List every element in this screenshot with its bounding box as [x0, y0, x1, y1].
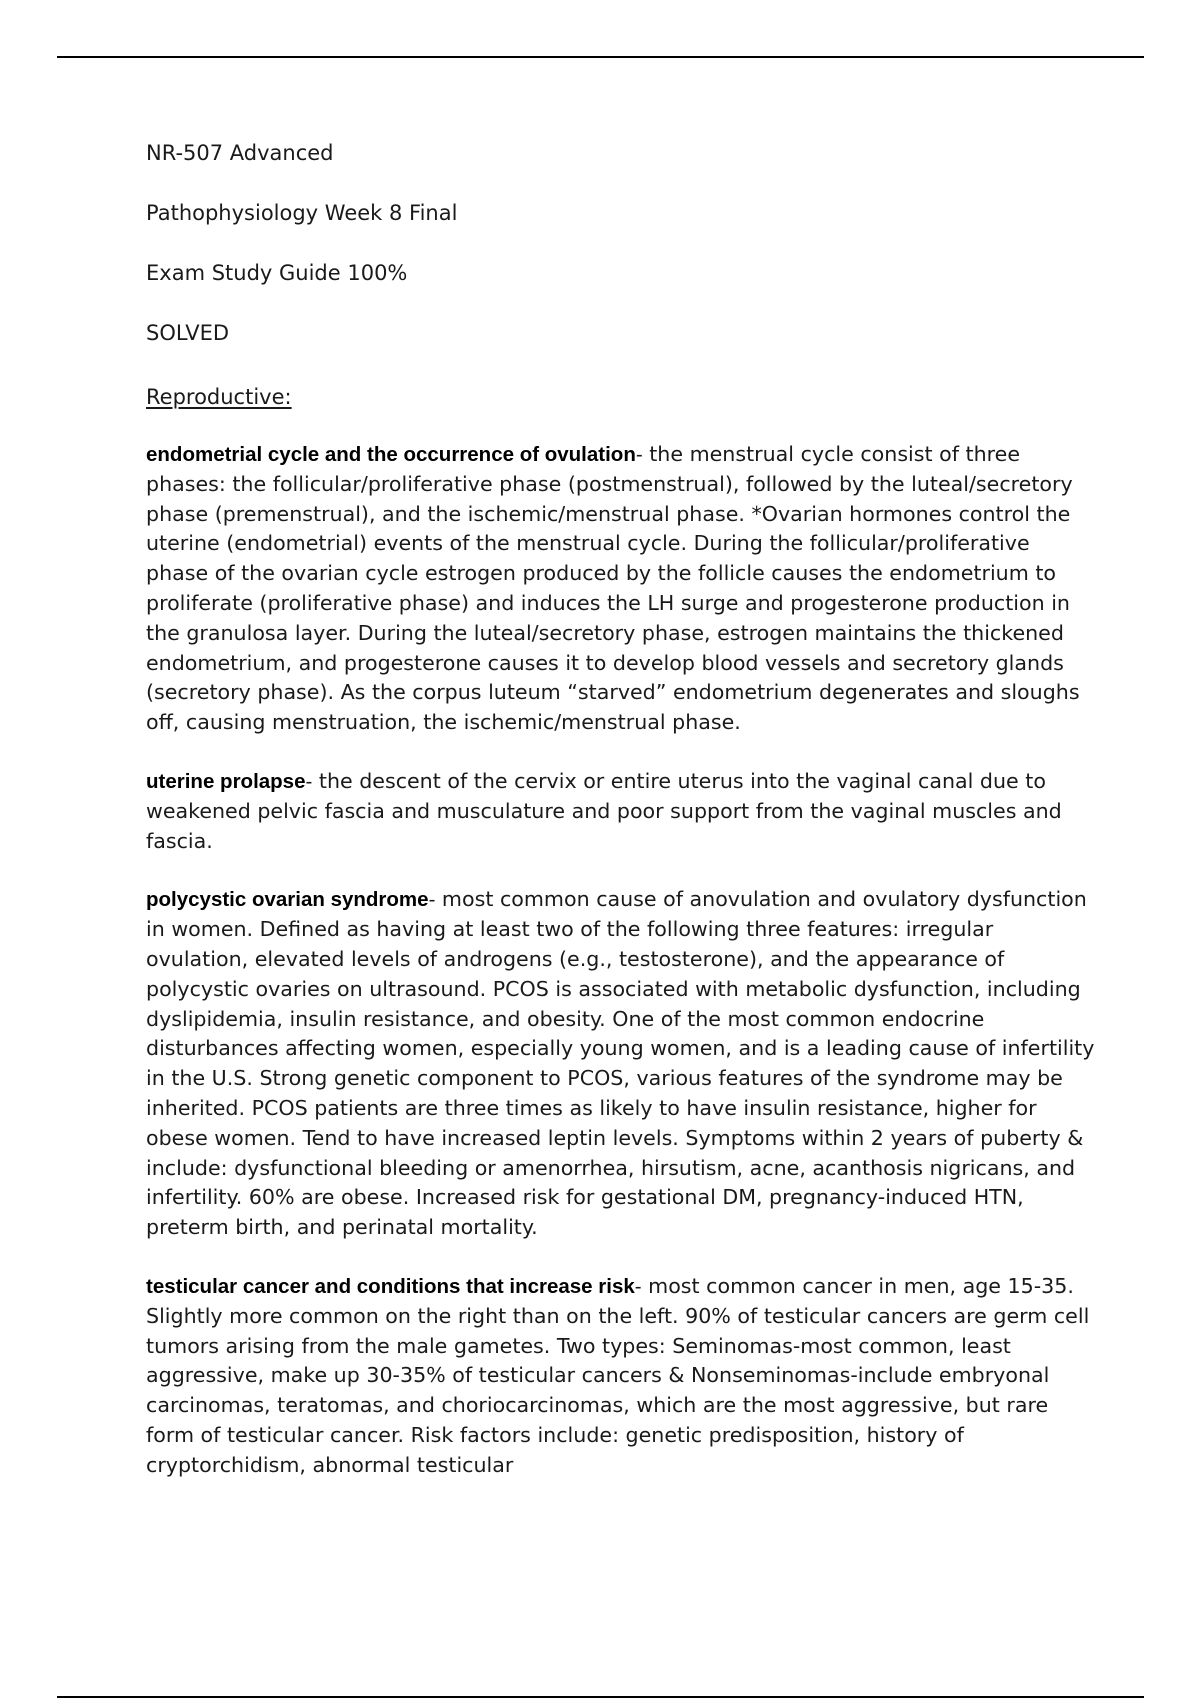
section-heading-reproductive: Reproductive:	[146, 385, 292, 409]
title-line-3: Exam Study Guide 100%	[146, 261, 408, 285]
entry-separator: -	[428, 888, 436, 912]
footer-rule	[57, 1696, 1144, 1698]
header-rule	[57, 56, 1144, 58]
entry-body: most common cause of anovulation and ovulatory dysfunction in women. Defined as having at least two of the following three features: irregular ovulation, elevated levels of androgens (e.g., testosterone), and the appearance of polycystic ovaries on ultrasound. PCOS is associated with metabolic dysfunction, including dyslipidemia, insulin resistance, and obesity. One of the most common endocrine disturbances affecting women, especially young women, and is a leading cause of infertility in the U.S. Strong genetic component to PCOS, various features of the syndrome may be inherited. PCOS patients are three times as likely to have insulin resistance, higher for obese women. Tend to have increased leptin levels. Symptoms within 2 years of puberty & include: dysfunctional bleeding or amenorrhea, hirsutism, acne, acanthosis nigricans, and infertility. 60% are obese. Increased risk for gestational DM, pregnancy-induced HTN, preterm birth, and perinatal mortality.	[146, 887, 1095, 1240]
entry-separator: -	[305, 769, 313, 793]
title-line-4: SOLVED	[146, 321, 230, 345]
entry-term: endometrial cycle and the occurrence of ovulation	[146, 443, 636, 466]
title-line-1: NR-507 Advanced	[146, 141, 334, 165]
entry-separator: -	[635, 443, 643, 466]
entry-body: most common cancer in men, age 15-35. Slightly more common on the right than on the left. 90% of testicular cancers are germ cell tumors arising from the male gametes. Two types: Seminomas-most common, least aggressive, make up 30-35% of testicular cancers & Nonseminomas-include embryonal carcinomas, teratomas, and choriocarcinomas, which are the most aggressive, but rare form of testicular cancer. Risk factors include: genetic predisposition, history of cryptorchidism, abnormal testicular	[146, 1273, 1090, 1477]
entry-endometrial-cycle	[146, 440, 1096, 738]
entry-body: the menstrual cycle consist of three phases: the follicular/proliferative phase (postmenstrual), followed by the luteal/secretory phase (premenstrual), and the ischemic/menstrual phase. *Ovarian hormones control the uterine (endometrial) events of the menstrual cycle. During the follicular/proliferative phase of the ovarian cycle estrogen produced by the follicle causes the endometrium to proliferate (proliferative phase) and induces the LH surge and progesterone production in the granulosa layer. During the luteal/secretory phase, estrogen maintains the thickened endometrium, and progesterone causes it to develop blood vessels and secretory glands (secretory phase). As the corpus luteum “starved” endometrium degenerates and sloughs off, causing menstruation, the ischemic/menstrual phase.	[146, 442, 1080, 735]
document-title	[146, 138, 1096, 348]
entry-uterine-prolapse	[146, 767, 1096, 856]
entry-body: the descent of the cervix or entire uterus into the vaginal canal due to weakened pelvic fascia and musculature and poor support from the vaginal muscles and fascia.	[146, 768, 1062, 853]
entry-separator: -	[634, 1274, 642, 1298]
title-line-2: Pathophysiology Week 8 Final	[146, 201, 458, 225]
document-body	[146, 138, 1096, 1510]
entry-testicular-cancer	[146, 1272, 1096, 1481]
entry-term: testicular cancer and conditions that increase risk	[146, 1274, 635, 1298]
entry-term: polycystic ovarian syndrome	[146, 888, 429, 912]
entry-polycystic-ovarian-syndrome	[146, 885, 1096, 1243]
entry-term: uterine prolapse	[146, 769, 306, 793]
